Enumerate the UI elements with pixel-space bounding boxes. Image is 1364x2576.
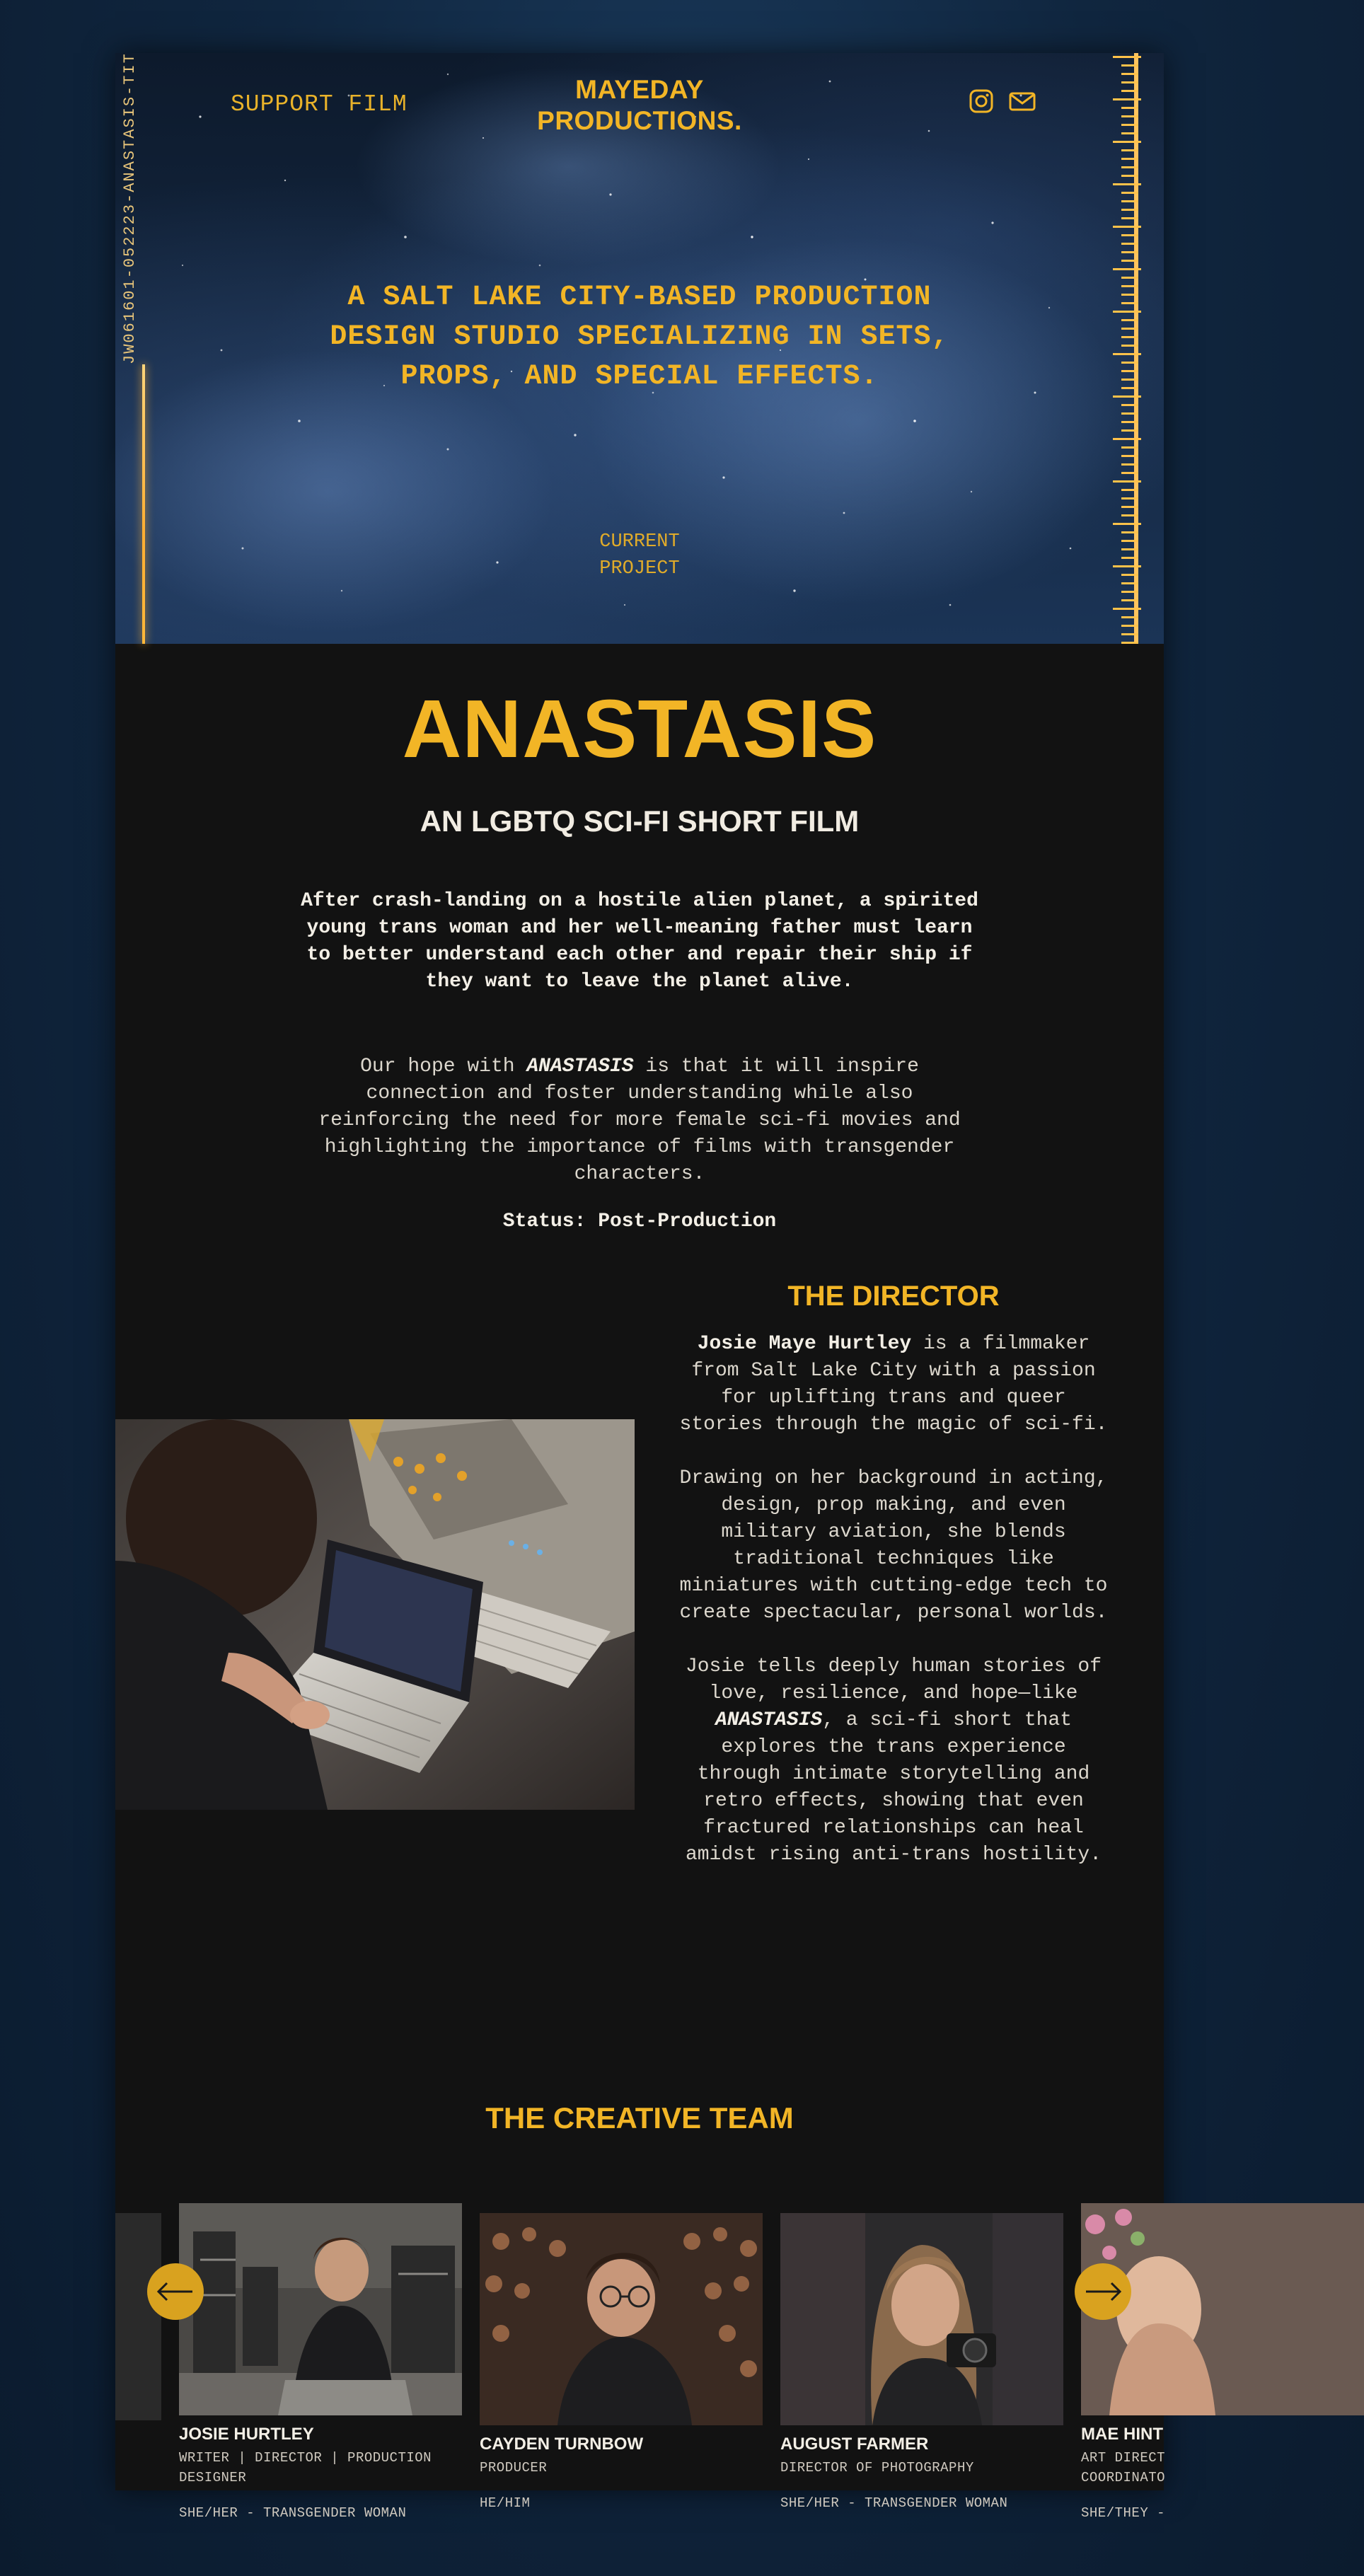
director-bio-p3-suffix: , a sci-fi short that explores the trans experience through intimate storytelling and retro effects, showing that even fractured relationships can heal amidst rising anti-trans hostility. bbox=[685, 1709, 1102, 1866]
team-member-name: JOSIE HURTLEY bbox=[179, 2425, 314, 2444]
team-member-role: ART DIRECT COORDINATO bbox=[1081, 2450, 1166, 2485]
film-sprocket-strip bbox=[1106, 53, 1164, 644]
team-member-name: CAYDEN TURNBOW bbox=[480, 2435, 644, 2454]
hero-banner bbox=[115, 53, 1164, 644]
team-member-pronouns: SHE/HER - TRANSGENDER WOMAN bbox=[179, 2505, 407, 2521]
logo[interactable] bbox=[510, 74, 769, 137]
film-hope-paragraph bbox=[296, 1053, 983, 1188]
page bbox=[115, 52, 1166, 2521]
current-project-link[interactable] bbox=[568, 529, 711, 582]
team-member-pronouns: HE/HIM bbox=[480, 2495, 531, 2511]
film-edge-code: JW061601-052223-ANASTASIS-TIT bbox=[121, 52, 139, 364]
arrow-right-icon bbox=[1083, 2281, 1123, 2302]
film-edge-glow bbox=[142, 364, 145, 644]
team-member-photo bbox=[480, 2213, 763, 2425]
logo-line1: MAYEDAY bbox=[575, 75, 704, 104]
team-heading: THE CREATIVE TEAM bbox=[485, 2101, 794, 2135]
hope-title: ANASTASIS bbox=[526, 1056, 634, 1078]
current-project-line1: CURRENT bbox=[599, 531, 680, 553]
director-name: Josie Maye Hurtley bbox=[697, 1333, 912, 1355]
director-photo bbox=[115, 1419, 635, 1810]
production-status: Status: Post-Production bbox=[502, 1211, 777, 1232]
director-bio bbox=[678, 1331, 1109, 1895]
team-member-role: DIRECTOR OF PHOTOGRAPHY bbox=[780, 2460, 974, 2476]
team-member-pronouns: SHE/HER - TRANSGENDER WOMAN bbox=[780, 2495, 1008, 2511]
social-icons bbox=[969, 88, 1036, 114]
team-member-photo bbox=[179, 2203, 462, 2415]
current-project-line2: PROJECT bbox=[599, 558, 680, 579]
director-bio-p3 bbox=[678, 1653, 1109, 1869]
support-film-link[interactable]: SUPPORT FILM bbox=[231, 91, 408, 117]
director-bio-p1-rest: is a filmmaker from Salt Lake City with a passion for uplifting trans and queer stories through the magic of sci-fi. bbox=[679, 1333, 1108, 1436]
film-title: ANASTASIS bbox=[402, 683, 877, 775]
hope-prefix: Our hope with bbox=[360, 1056, 527, 1078]
hero-tagline: A SALT LAKE CITY-BASED PRODUCTION DESIGN STUDIO SPECIALIZING IN SETS, PROPS, AND SPECIAL EFFECTS. bbox=[330, 282, 949, 393]
team-member-role: PRODUCER bbox=[480, 2460, 548, 2476]
director-bio-p2: Drawing on her background in acting, design, prop making, and even military aviation, she blends traditional techniques like miniatures with cutting-edge tech to create spectacular, personal worlds. bbox=[679, 1467, 1108, 1624]
hope-suffix: is that it will inspire connection and foster understanding while also reinforcing the need for more female sci-fi movies and highlighting the importance of films with transgender characters. bbox=[318, 1056, 961, 1185]
team-member-card[interactable] bbox=[780, 2213, 1063, 2513]
team-member-role: WRITER | DIRECTOR | PRODUCTION DESIGNER bbox=[179, 2450, 432, 2485]
director-bio-p3-title: ANASTASIS bbox=[715, 1709, 823, 1731]
team-member-photo bbox=[780, 2213, 1063, 2425]
film-subtitle: AN LGBTQ SCI-FI SHORT FILM bbox=[420, 804, 860, 838]
logo-line2: PRODUCTIONS. bbox=[537, 106, 742, 135]
carousel-prev-button[interactable] bbox=[147, 2263, 204, 2320]
team-member-card-partial[interactable] bbox=[1081, 2203, 1364, 2523]
instagram-icon[interactable] bbox=[969, 88, 994, 114]
mail-icon[interactable] bbox=[1008, 88, 1036, 114]
team-member-name: MAE HINT bbox=[1081, 2425, 1163, 2444]
film-synopsis: After crash-landing on a hostile alien planet, a spirited young trans woman and her well-meaning father must learn to better understand each other and repair their ship if they want to leave the planet alive. bbox=[301, 890, 978, 993]
carousel-next-button[interactable] bbox=[1075, 2263, 1131, 2320]
director-bio-p3-prefix: Josie tells deeply human stories of love, resilience, and hope—like bbox=[685, 1656, 1102, 1704]
arrow-left-icon bbox=[156, 2281, 195, 2302]
director-heading: THE DIRECTOR bbox=[787, 1281, 1000, 1312]
team-member-card[interactable] bbox=[179, 2203, 462, 2523]
team-member-pronouns: SHE/THEY - bbox=[1081, 2505, 1166, 2521]
team-member-card[interactable] bbox=[480, 2213, 763, 2513]
team-card-previous-partial bbox=[115, 2213, 161, 2420]
team-member-name: AUGUST FARMER bbox=[780, 2435, 929, 2454]
director-bio-p1 bbox=[678, 1331, 1109, 1438]
